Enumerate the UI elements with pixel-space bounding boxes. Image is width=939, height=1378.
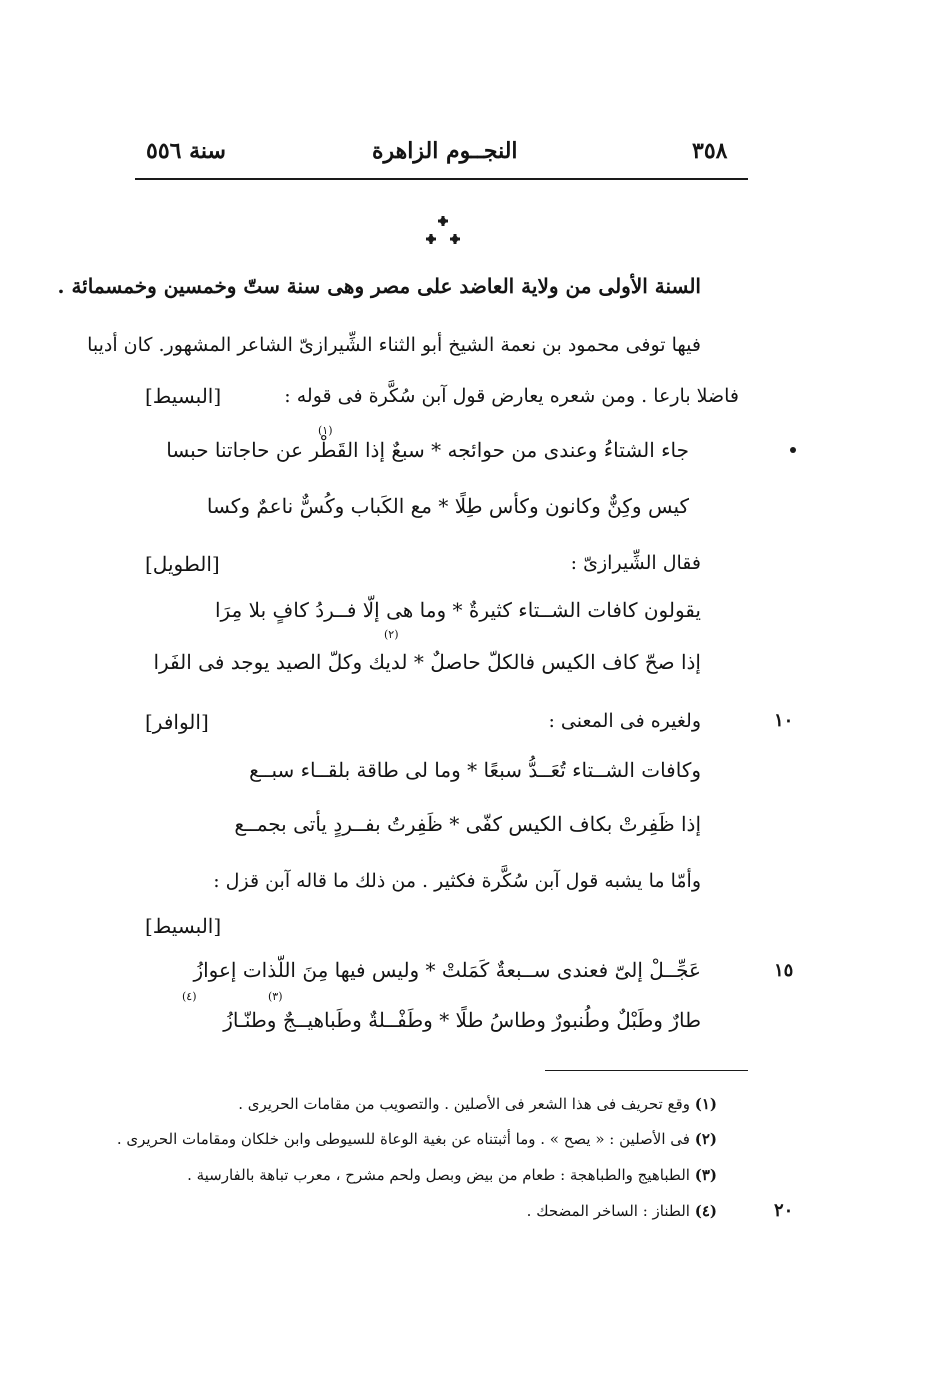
- paragraph-line: فيها توفى محمود بن نعمة الشيخ أبو الثناء الشِّيرازىّ الشاعر المشهور. كان أديبا: [87, 334, 701, 356]
- margin-line-number: ٢٠: [774, 1200, 794, 1221]
- footnote-label: (٣): [694, 1166, 717, 1184]
- verse-line: إذا ظَفِرتْ بكاف الكيس كفّى * ظَفِرتُ بفــردٍ يأتى بجمــع: [234, 812, 701, 836]
- verse-intro: فقال الشِّيرازىّ :: [570, 552, 701, 574]
- footnote: [527, 1202, 717, 1220]
- year-heading: السنة الأولى من ولاية العاضد على مصر وهى سنة ستّ وخمسين وخمسمائة .: [57, 274, 701, 298]
- meter-label: [الوافر]: [145, 710, 209, 734]
- verse-intro: ولغيره فى المعنى :: [548, 710, 701, 732]
- page-number: ٣٥٨: [692, 138, 728, 164]
- meter-label: [البسيط]: [145, 384, 222, 408]
- footnote-label: (٤): [694, 1202, 717, 1220]
- running-year: سنة ٥٥٦: [146, 138, 226, 164]
- verse-line: وكافات الشــتاء تُعَــدُّ سبعًا * وما لى طاقة بلقــاء سبــع: [249, 758, 701, 782]
- running-title: النجــوم الزاهرة: [372, 138, 518, 164]
- paragraph-line: فاضلا بارعا . ومن شعره يعارض قول آبن سُكَّرة فى قوله :: [284, 385, 739, 407]
- verse-line: يقولون كافات الشــتاء كثيرةٌ * وما هى إلّا فــردُ كافٍ بلا مِرَا: [214, 598, 701, 622]
- footnote: [187, 1166, 717, 1184]
- footnote-label: (١): [694, 1095, 717, 1113]
- verse-line: عَجِّــلْ إلىّ فعندى ســبعةٌ كَمَلتْ * وليس فيها مِنَ اللّذات إعوازُ: [193, 958, 701, 982]
- verse-marker: [790, 447, 796, 453]
- footnote-rule: [545, 1070, 748, 1071]
- footnote: [117, 1130, 717, 1148]
- footnote: [238, 1095, 717, 1113]
- verse-line: طارٌ وطَبْلٌ وطُنبورٌ وطاسُ طلًا * وطَفْــلةٌ وطَباهيــجٌ وطنّـازُ: [223, 1008, 701, 1032]
- margin-line-number: ١٥: [774, 960, 794, 981]
- footnote-text: فى الأصلين : « يصح » . وما أثبتناه عن بغية الوعاة للسيوطى وابن خلكان ومقامات الحريرى .: [116, 1130, 690, 1148]
- footnote-ref: (٤): [182, 990, 197, 1003]
- footnote-ref: (١): [318, 424, 333, 437]
- verse-line: إذا صحّ كاف الكيس فالكلّ حاصلٌ * لديك وكلّ الصيد يوجد فى الفَرا: [153, 650, 701, 674]
- footnote-text: الطناز : الساخر المضحك .: [526, 1202, 690, 1220]
- meter-label: [الطويل]: [145, 552, 220, 576]
- verse-line: جاء الشتاءُ وعندى من حوائجه * سبعٌ إذا القَطْر عن حاجاتنا حبسا: [166, 438, 689, 462]
- footnote-ref: (٢): [384, 628, 399, 641]
- margin-line-number: ١٠: [774, 710, 794, 731]
- meter-label: [البسيط]: [145, 914, 222, 938]
- footnote-ref: (٣): [268, 990, 283, 1003]
- footnote-text: الطباهيج والطباهجة : طعام من بيض وبصل ولحم مشرح ، معرب تباهة بالفارسية .: [187, 1166, 690, 1184]
- diamond-ornament-icon: [418, 214, 468, 254]
- header-rule: [135, 178, 748, 180]
- footnote-text: وقع تحريف فى هذا الشعر فى الأصلين . والتصويب من مقامات الحريرى .: [238, 1095, 690, 1113]
- paragraph-line: وأمّا ما يشبه قول آبن سُكَّرة فكثير . من ذلك ما قاله آبن قزل :: [213, 870, 701, 892]
- footnote-label: (٢): [694, 1130, 717, 1148]
- verse-line: كيس وكِنٌّ وكانون وكأس طِلًا * مع الكَباب وكُسٌّ ناعمٌ وكسا: [206, 494, 689, 518]
